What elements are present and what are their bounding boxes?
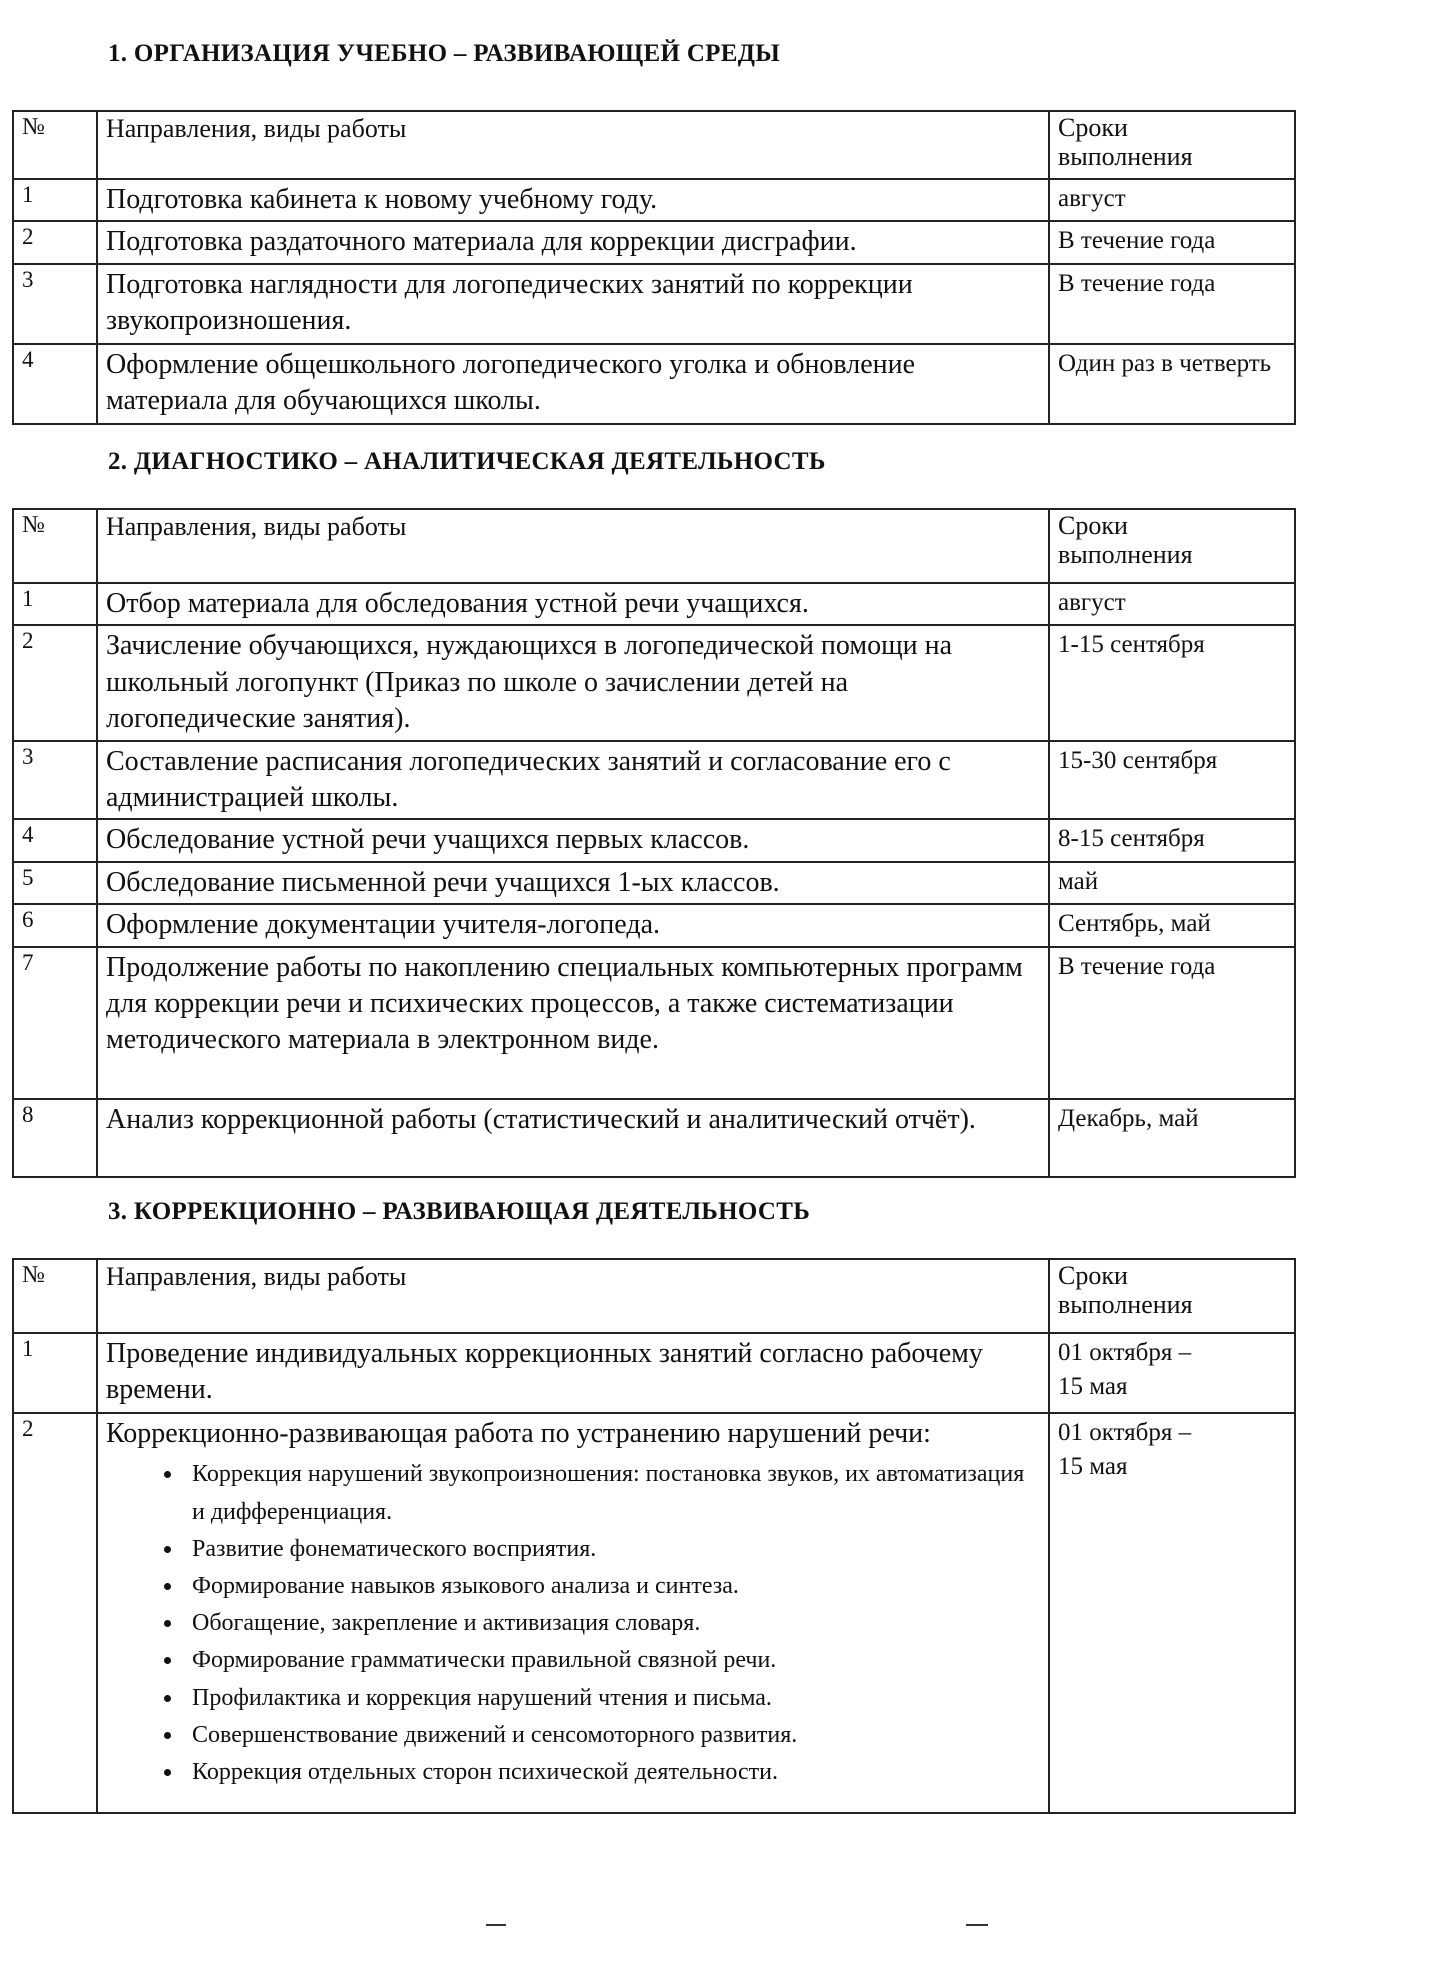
row-number: 7 bbox=[13, 947, 97, 1099]
section-1-heading: 1. ОРГАНИЗАЦИЯ УЧЕБНО – РАЗВИВАЮЩЕЙ СРЕДЫ bbox=[108, 40, 781, 67]
row-time-start: 01 октября – bbox=[1058, 1419, 1192, 1446]
list-item: • Формирование навыков языкового анализа и синтеза. bbox=[184, 1568, 1040, 1605]
column-header-time-line1: Сроки bbox=[1058, 1261, 1128, 1290]
table-row bbox=[13, 583, 1295, 625]
column-header-time-line2: выполнения bbox=[1058, 1289, 1193, 1319]
row-number: 1 bbox=[13, 1333, 97, 1413]
table-header-row bbox=[13, 1259, 1295, 1333]
table-row bbox=[13, 741, 1295, 820]
row-number: 6 bbox=[13, 904, 97, 946]
list-item: • Обогащение, закрепление и активизация словаря. bbox=[184, 1605, 1040, 1642]
column-header-time-line2: выполнения bbox=[1058, 141, 1193, 171]
row-time: август bbox=[1049, 583, 1295, 625]
row-number: 2 bbox=[13, 1413, 97, 1813]
row-text: Подготовка раздаточного материала для коррекции дисграфии. bbox=[97, 221, 1049, 263]
table-row bbox=[13, 862, 1295, 904]
row-number: 4 bbox=[13, 819, 97, 861]
column-header-time bbox=[1049, 111, 1295, 179]
row-time: В течение года bbox=[1049, 264, 1295, 344]
row-time bbox=[1049, 1413, 1295, 1813]
row-time bbox=[1049, 1333, 1295, 1413]
bullet-list bbox=[154, 1456, 1040, 1791]
column-header-time-line1: Сроки bbox=[1058, 511, 1128, 540]
row-number: 8 bbox=[13, 1099, 97, 1177]
row-time: 8-15 сентября bbox=[1049, 819, 1295, 861]
column-header-direction: Направления, виды работы bbox=[97, 111, 1049, 179]
row-text: Обследование письменной речи учащихся 1-ых классов. bbox=[97, 862, 1049, 904]
section-3-heading: 3. КОРРЕКЦИОННО – РАЗВИВАЮЩАЯ ДЕЯТЕЛЬНОСТЬ bbox=[108, 1198, 811, 1225]
row-number: 4 bbox=[13, 344, 97, 424]
column-header-num: № bbox=[13, 111, 97, 179]
row-text: Оформление общешкольного логопедического уголка и обновление материала для обучающихся школы. bbox=[97, 344, 1049, 424]
row-number: 2 bbox=[13, 221, 97, 263]
column-header-num: № bbox=[13, 1259, 97, 1333]
row-time: Сентябрь, май bbox=[1049, 904, 1295, 946]
row-time: 15-30 сентября bbox=[1049, 741, 1295, 820]
table-row bbox=[13, 264, 1295, 344]
row-text: Подготовка наглядности для логопедических занятий по коррекции звукопроизношения. bbox=[97, 264, 1049, 344]
row-time: август bbox=[1049, 179, 1295, 221]
row-text: Продолжение работы по накоплению специальных компьютерных программ для коррекции речи и психических процессов, а также систематизации методического материала в электронном виде. bbox=[97, 947, 1049, 1099]
section-1-table bbox=[12, 110, 1296, 425]
row-number: 3 bbox=[13, 741, 97, 820]
row-number: 5 bbox=[13, 862, 97, 904]
row-time-end: 15 мая bbox=[1058, 1372, 1128, 1400]
table-header-row bbox=[13, 509, 1295, 583]
row-text: Проведение индивидуальных коррекционных занятий согласно рабочему времени. bbox=[97, 1333, 1049, 1413]
list-item: • Совершенствование движений и сенсомоторного развития. bbox=[184, 1717, 1040, 1754]
column-header-direction: Направления, виды работы bbox=[97, 509, 1049, 583]
row-text: Подготовка кабинета к новому учебному году. bbox=[97, 179, 1049, 221]
row-number: 1 bbox=[13, 179, 97, 221]
scan-mark bbox=[966, 1924, 988, 1926]
list-item: • Профилактика и коррекция нарушений чтения и письма. bbox=[184, 1680, 1040, 1717]
table-row bbox=[13, 344, 1295, 424]
row-time-end: 15 мая bbox=[1058, 1452, 1128, 1480]
row-text-block bbox=[97, 1413, 1049, 1813]
table-row bbox=[13, 179, 1295, 221]
table-row bbox=[13, 625, 1295, 740]
row-text: Анализ коррекционной работы (статистический и аналитический отчёт). bbox=[97, 1099, 1049, 1177]
section-3-table bbox=[12, 1258, 1296, 1814]
row-time: Один раз в четверть bbox=[1049, 344, 1295, 424]
row-number: 3 bbox=[13, 264, 97, 344]
row-text: Оформление документации учителя-логопеда. bbox=[97, 904, 1049, 946]
section-2-heading: 2. ДИАГНОСТИКО – АНАЛИТИЧЕСКАЯ ДЕЯТЕЛЬНОСТЬ bbox=[108, 448, 826, 475]
list-item: • Коррекция нарушений звукопроизношения: постановка звуков, их автоматизация и дифференциация. bbox=[184, 1456, 1040, 1530]
list-item: • Развитие фонематического восприятия. bbox=[184, 1531, 1040, 1568]
table-row bbox=[13, 1413, 1295, 1813]
row-time: май bbox=[1049, 862, 1295, 904]
list-item: • Коррекция отдельных сторон психической деятельности. bbox=[184, 1754, 1040, 1791]
column-header-time-line2: выполнения bbox=[1058, 539, 1193, 569]
row-text: Обследование устной речи учащихся первых классов. bbox=[97, 819, 1049, 861]
row-time: В течение года bbox=[1049, 947, 1295, 1099]
table-row bbox=[13, 1099, 1295, 1177]
row-number: 1 bbox=[13, 583, 97, 625]
row-text: Отбор материала для обследования устной речи учащихся. bbox=[97, 583, 1049, 625]
scan-mark bbox=[486, 1924, 506, 1926]
column-header-direction: Направления, виды работы bbox=[97, 1259, 1049, 1333]
column-header-time bbox=[1049, 509, 1295, 583]
row-text: Зачисление обучающихся, нуждающихся в логопедической помощи на школьный логопункт (Приказ по школе о зачислении детей на логопедические занятия). bbox=[97, 625, 1049, 740]
column-header-num: № bbox=[13, 509, 97, 583]
list-item: • Формирование грамматически правильной связной речи. bbox=[184, 1642, 1040, 1679]
table-header-row bbox=[13, 111, 1295, 179]
row-number: 2 bbox=[13, 625, 97, 740]
row-time-start: 01 октября – bbox=[1058, 1339, 1192, 1366]
table-row bbox=[13, 221, 1295, 263]
section-2-table bbox=[12, 508, 1296, 1178]
row-time: В течение года bbox=[1049, 221, 1295, 263]
row-text: Составление расписания логопедических занятий и согласование его с администрацией школы. bbox=[97, 741, 1049, 820]
table-row bbox=[13, 947, 1295, 1099]
column-header-time bbox=[1049, 1259, 1295, 1333]
row-text: Коррекционно-развивающая работа по устранению нарушений речи: bbox=[106, 1418, 931, 1449]
column-header-time-line1: Сроки bbox=[1058, 113, 1128, 142]
row-time: Декабрь, май bbox=[1049, 1099, 1295, 1177]
table-row bbox=[13, 1333, 1295, 1413]
table-row bbox=[13, 904, 1295, 946]
table-row bbox=[13, 819, 1295, 861]
row-time: 1-15 сентября bbox=[1049, 625, 1295, 740]
